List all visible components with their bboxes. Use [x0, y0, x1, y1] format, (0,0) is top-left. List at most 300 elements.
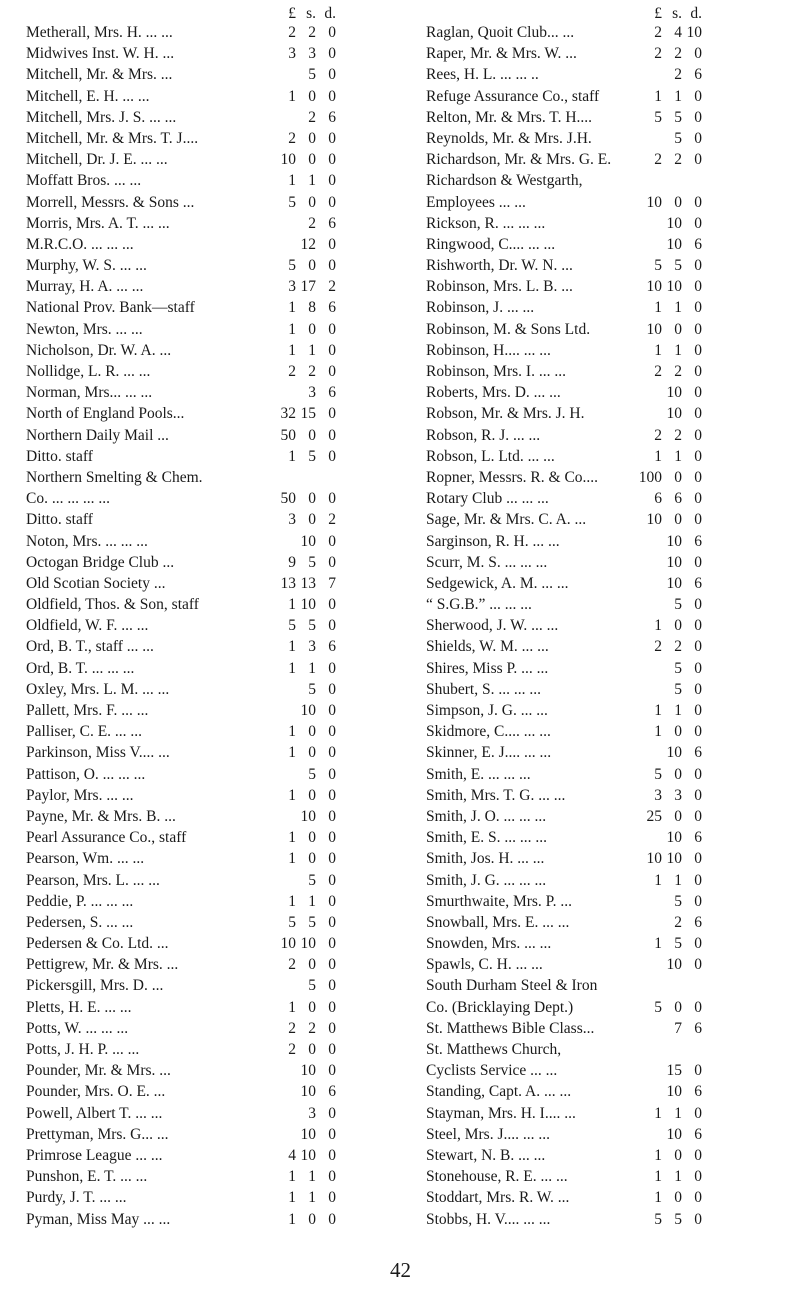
entry-name: Oldfield, W. F. ... ...: [26, 617, 149, 635]
shillings-value: 0: [308, 490, 316, 508]
list-item: [426, 1166, 784, 1187]
shillings-value: 10: [666, 574, 682, 592]
entry-name: Stoddart, Mrs. R. W. ...: [426, 1189, 570, 1207]
list-item: [26, 192, 408, 213]
shillings-value: 2: [308, 24, 316, 41]
shillings-value: 5: [674, 935, 682, 953]
pence-value: 0: [694, 447, 702, 465]
entry-name: Pounder, Mr. & Mrs. ...: [26, 1062, 171, 1080]
pence-value: 0: [328, 532, 336, 550]
entry-name: Sherwood, J. W. ... ...: [426, 617, 559, 635]
pence-value: 0: [328, 447, 336, 465]
list-item: [426, 933, 784, 954]
shillings-value: 10: [666, 1083, 682, 1101]
pence-value: 0: [694, 193, 702, 211]
entry-name: Smith, E. S. ... ... ...: [426, 829, 548, 847]
list-item: [426, 1124, 784, 1145]
pound-header: £: [654, 5, 662, 22]
shillings-value: 10: [666, 235, 682, 253]
shillings-value: 10: [300, 807, 316, 825]
list-item: [426, 1103, 784, 1124]
pence-value: 0: [328, 1125, 336, 1143]
list-item: [26, 742, 408, 763]
list-item: [26, 340, 408, 361]
pence-value: 6: [328, 1083, 336, 1101]
list-item: [26, 1039, 408, 1060]
list-item: [26, 170, 408, 191]
shillings-value: 5: [308, 617, 316, 635]
pence-value: 0: [694, 363, 702, 380]
pence-value: 0: [328, 744, 336, 762]
entry-name: Murray, H. A. ... ...: [26, 278, 144, 296]
list-item: [426, 552, 784, 573]
pence-value: 0: [328, 723, 336, 741]
entry-name: Oxley, Mrs. L. M. ... ...: [26, 680, 170, 698]
entry-name: Mitchell, Dr. J. E. ... ...: [26, 151, 168, 169]
list-item: [26, 467, 408, 488]
entry-name: Robinson, H.... ... ...: [426, 341, 551, 359]
pence-value: 10: [686, 24, 702, 41]
pounds-value: 1: [654, 299, 662, 317]
entry-name: Spawls, C. H. ... ...: [426, 956, 543, 974]
shillings-value: 5: [308, 66, 316, 84]
pounds-value: 2: [654, 363, 662, 380]
pence-value: 0: [328, 1062, 336, 1080]
pence-value: 7: [328, 574, 336, 592]
entry-name: Stewart, N. B. ... ...: [426, 1146, 546, 1164]
pounds-value: 13: [280, 574, 296, 592]
pounds-value: 1: [654, 87, 662, 105]
shillings-value: 5: [308, 765, 316, 783]
shillings-value: 13: [300, 574, 316, 592]
entry-name: Pickersgill, Mrs. D. ...: [26, 977, 164, 995]
pence-value: 6: [328, 299, 336, 317]
entry-name: Smith, Jos. H. ... ...: [426, 850, 545, 868]
list-item: [26, 912, 408, 933]
shillings-value: 0: [308, 829, 316, 847]
entry-name: Robson, L. Ltd. ... ...: [426, 447, 555, 465]
shillings-value: 2: [308, 1019, 316, 1037]
page-number: 42: [390, 1258, 411, 1282]
shillings-value: 0: [308, 87, 316, 105]
entry-name: National Prov. Bank—staff: [26, 299, 195, 317]
shillings-value: 1: [308, 341, 316, 359]
pounds-value: 5: [288, 257, 296, 275]
pence-value: 0: [328, 341, 336, 359]
entry-name: Smith, J. O. ... ... ...: [426, 807, 547, 825]
entry-name: Pedersen, S. ... ...: [26, 913, 134, 931]
pounds-value: 1: [288, 998, 296, 1016]
entry-name: Oldfield, Thos. & Son, staff: [26, 596, 199, 614]
pounds-value: 5: [288, 193, 296, 211]
pence-value: 2: [328, 278, 336, 296]
pence-value: 0: [328, 935, 336, 953]
pence-header: d.: [690, 5, 702, 22]
entry-name: Ord, B. T., staff ... ...: [26, 638, 154, 656]
shillings-value: 1: [308, 659, 316, 677]
pounds-value: 1: [288, 1210, 296, 1228]
pence-value: 0: [328, 659, 336, 677]
list-item: [26, 107, 408, 128]
shillings-value: 5: [674, 1210, 682, 1228]
list-item: [426, 509, 784, 530]
pence-value: 0: [694, 129, 702, 147]
list-item: [26, 1145, 408, 1166]
pence-value: 0: [328, 235, 336, 253]
entry-name: Skidmore, C.... ... ...: [426, 723, 551, 741]
pence-value: 0: [694, 956, 702, 974]
shillings-value: 0: [308, 744, 316, 762]
list-item: [426, 276, 784, 297]
entry-name: Pounder, Mrs. O. E. ...: [26, 1083, 166, 1101]
entry-name: Sage, Mr. & Mrs. C. A. ...: [426, 511, 587, 529]
pence-value: 0: [694, 384, 702, 402]
entry-name: Northern Daily Mail ...: [26, 426, 169, 444]
shillings-value: 0: [674, 1146, 682, 1164]
list-item: [26, 806, 408, 827]
shillings-value: 0: [674, 617, 682, 635]
list-item: [26, 149, 408, 170]
pounds-value: 1: [288, 172, 296, 190]
shillings-value: 1: [674, 702, 682, 719]
shillings-value: 10: [300, 1083, 316, 1101]
shillings-value: 1: [308, 1189, 316, 1207]
entry-name: North of England Pools...: [26, 405, 185, 423]
pence-value: 6: [694, 1083, 702, 1101]
pence-value: 6: [328, 384, 336, 402]
list-item: [426, 255, 784, 276]
entry-name: Payne, Mr. & Mrs. B. ...: [26, 807, 176, 825]
list-item: [26, 1187, 408, 1208]
pence-value: 6: [694, 66, 702, 84]
list-item: [426, 742, 784, 763]
shillings-value: 2: [308, 108, 316, 126]
list-item: [426, 64, 784, 85]
right-column-header: [426, 6, 784, 22]
list-item: [426, 192, 784, 213]
pounds-value: 3: [654, 786, 662, 804]
entry-name: Smith, Mrs. T. G. ... ...: [426, 786, 566, 804]
shillings-value: 6: [674, 490, 682, 508]
list-item: [26, 827, 408, 848]
pence-value: 0: [694, 257, 702, 275]
shillings-value: 5: [674, 596, 682, 614]
list-item: [426, 361, 784, 382]
entry-name: Robinson, Mrs. L. B. ...: [426, 278, 573, 296]
list-item: [426, 467, 784, 488]
shillings-value: 1: [674, 299, 682, 317]
shillings-value: 17: [300, 278, 316, 296]
shillings-value: 1: [308, 892, 316, 910]
pence-value: 0: [328, 24, 336, 41]
shillings-value: 2: [674, 426, 682, 444]
pence-value: 0: [694, 320, 702, 338]
pence-value: 0: [328, 871, 336, 889]
pence-value: 0: [694, 596, 702, 614]
shillings-value: 1: [674, 1168, 682, 1186]
list-item: [426, 107, 784, 128]
entry-name: Smith, J. G. ... ... ...: [426, 871, 547, 889]
entry-name: Ditto. staff: [26, 511, 93, 529]
pounds-value: 1: [288, 892, 296, 910]
list-item: [26, 679, 408, 700]
shillings-value: 0: [308, 786, 316, 804]
shillings-value: 0: [674, 193, 682, 211]
entry-name: Rishworth, Dr. W. N. ...: [426, 257, 573, 275]
entry-name: Ord, B. T. ... ... ...: [26, 659, 135, 677]
pounds-value: 4: [288, 1146, 296, 1164]
list-item: [26, 22, 408, 43]
entry-name: Nollidge, L. R. ... ...: [26, 363, 151, 380]
entry-name: Cyclists Service ... ...: [426, 1062, 558, 1080]
pounds-value: 1: [654, 1168, 662, 1186]
pence-value: 6: [694, 574, 702, 592]
list-item: [26, 1166, 408, 1187]
shillings-value: 5: [308, 447, 316, 465]
list-item: [26, 276, 408, 297]
entry-name: Raper, Mr. & Mrs. W. ...: [426, 45, 577, 63]
pence-value: 6: [328, 214, 336, 232]
pence-value: 0: [694, 87, 702, 105]
pounds-value: 10: [646, 320, 662, 338]
pounds-value: 2: [288, 129, 296, 147]
list-item: [426, 806, 784, 827]
entry-name: St. Matthews Bible Class...: [426, 1019, 595, 1037]
shillings-value: 5: [674, 257, 682, 275]
entry-name: Pearson, Wm. ... ...: [26, 850, 145, 868]
pence-value: 0: [328, 956, 336, 974]
pounds-value: 10: [280, 935, 296, 953]
pounds-value: 1: [288, 320, 296, 338]
shillings-value: 0: [308, 956, 316, 974]
entry-name: Potts, J. H. P. ... ...: [26, 1041, 140, 1058]
shillings-value: 0: [308, 723, 316, 741]
shillings-value: 2: [674, 45, 682, 63]
shillings-value: 10: [666, 1125, 682, 1143]
entry-name: Skinner, E. J.... ... ...: [426, 744, 552, 762]
pence-value: 0: [328, 977, 336, 995]
pence-value: 0: [694, 511, 702, 529]
list-item: [26, 213, 408, 234]
shillings-value: 3: [308, 1104, 316, 1122]
shillings-value: 15: [666, 1062, 682, 1080]
list-item: [26, 1209, 408, 1230]
shillings-value: 1: [308, 172, 316, 190]
shillings-value: 2: [308, 363, 316, 380]
entry-name: Shubert, S. ... ... ...: [426, 680, 541, 698]
entry-name: Raglan, Quoit Club... ...: [426, 24, 575, 41]
pence-value: 0: [328, 1104, 336, 1122]
list-item: [426, 382, 784, 403]
pounds-value: 1: [288, 299, 296, 317]
shillings-value: 10: [300, 1146, 316, 1164]
pence-value: 0: [694, 659, 702, 677]
entry-name: Midwives Inst. W. H. ...: [26, 45, 175, 63]
list-item: [26, 297, 408, 318]
pence-value: 0: [694, 617, 702, 635]
shillings-value: 1: [674, 87, 682, 105]
pence-value: 0: [694, 1189, 702, 1207]
entry-name: Parkinson, Miss V.... ...: [26, 744, 170, 762]
entry-name: Standing, Capt. A. ... ...: [426, 1083, 572, 1101]
pence-value: 6: [694, 235, 702, 253]
entry-name: Co. ... ... ... ...: [26, 490, 110, 508]
pounds-value: 3: [288, 278, 296, 296]
shillings-value: 2: [308, 214, 316, 232]
pounds-value: 2: [654, 24, 662, 41]
shillings-value: 0: [308, 129, 316, 147]
pence-value: 0: [328, 87, 336, 105]
pounds-value: 2: [654, 45, 662, 63]
pence-value: 0: [328, 363, 336, 380]
list-item: [26, 255, 408, 276]
pence-value: 0: [694, 702, 702, 719]
shillings-value: 5: [308, 913, 316, 931]
shillings-value: 0: [674, 765, 682, 783]
pounds-value: 50: [280, 426, 296, 444]
pence-value: 0: [694, 553, 702, 571]
pounds-value: 1: [654, 723, 662, 741]
pounds-value: 1: [288, 596, 296, 614]
shillings-value: 10: [300, 1062, 316, 1080]
entry-name: Co. (Bricklaying Dept.): [426, 998, 574, 1016]
list-item: [26, 891, 408, 912]
list-item: [26, 870, 408, 891]
entry-name: Paylor, Mrs. ... ...: [26, 786, 134, 804]
entry-name: Rotary Club ... ... ...: [426, 490, 549, 508]
entry-name: Octogan Bridge Club ...: [26, 553, 175, 571]
pence-value: 0: [694, 998, 702, 1016]
list-item: [426, 997, 784, 1018]
entry-name: Noton, Mrs. ... ... ...: [26, 532, 148, 550]
shillings-value: 5: [308, 871, 316, 889]
pounds-value: 6: [654, 490, 662, 508]
pounds-value: 10: [280, 151, 296, 169]
pounds-value: 1: [288, 850, 296, 868]
pounds-value: 1: [288, 723, 296, 741]
pounds-value: 9: [288, 553, 296, 571]
list-item: [426, 1145, 784, 1166]
list-item: [426, 170, 784, 191]
entry-name: Snowball, Mrs. E. ... ...: [426, 913, 570, 931]
list-item: [426, 213, 784, 234]
pence-value: 6: [694, 1019, 702, 1037]
shilling-header: s.: [672, 5, 682, 22]
pence-value: 0: [328, 66, 336, 84]
shillings-value: 5: [674, 892, 682, 910]
pence-value: 0: [694, 278, 702, 296]
shillings-value: 0: [308, 151, 316, 169]
pounds-value: 100: [638, 468, 662, 486]
pounds-value: 10: [646, 193, 662, 211]
shillings-value: 15: [300, 405, 316, 423]
pence-value: 0: [694, 871, 702, 889]
pence-value: 0: [328, 1146, 336, 1164]
shillings-value: 10: [666, 405, 682, 423]
shillings-value: 0: [308, 193, 316, 211]
entry-name: South Durham Steel & Iron: [426, 977, 598, 995]
entry-name: Morris, Mrs. A. T. ... ...: [26, 214, 170, 232]
pence-value: 0: [694, 1062, 702, 1080]
list-item: [26, 636, 408, 657]
shillings-value: 7: [674, 1019, 682, 1037]
shillings-value: 10: [300, 596, 316, 614]
pence-value: 0: [328, 850, 336, 868]
pence-value: 0: [694, 892, 702, 910]
shillings-value: 5: [308, 553, 316, 571]
entry-name: Relton, Mr. & Mrs. T. H....: [426, 108, 593, 126]
entry-name: Stayman, Mrs. H. I.... ...: [426, 1104, 576, 1122]
pounds-value: 1: [288, 638, 296, 656]
list-item: [426, 870, 784, 891]
list-item: [26, 1018, 408, 1039]
list-item: [426, 1039, 784, 1060]
list-item: [26, 997, 408, 1018]
shillings-value: 0: [308, 1210, 316, 1228]
pence-value: 0: [694, 1146, 702, 1164]
pence-value: 0: [694, 1104, 702, 1122]
shillings-value: 0: [674, 998, 682, 1016]
shillings-value: 2: [674, 363, 682, 380]
pence-value: 0: [328, 257, 336, 275]
list-item: [26, 361, 408, 382]
pence-value: 0: [328, 172, 336, 190]
shillings-value: 10: [666, 532, 682, 550]
pence-value: 6: [694, 744, 702, 762]
list-item: [26, 1081, 408, 1102]
entry-name: Primrose League ... ...: [26, 1146, 163, 1164]
left-entries: [26, 22, 408, 1230]
pounds-value: 1: [654, 702, 662, 719]
pounds-value: 1: [288, 447, 296, 465]
shillings-value: 5: [308, 680, 316, 698]
pence-value: 0: [328, 786, 336, 804]
entry-name: Steel, Mrs. J.... ... ...: [426, 1125, 550, 1143]
list-item: [426, 679, 784, 700]
list-item: [26, 1060, 408, 1081]
pence-value: 0: [328, 1041, 336, 1058]
pence-value: 0: [694, 807, 702, 825]
entry-name: Simpson, J. G. ... ...: [426, 702, 548, 719]
shillings-value: 0: [308, 257, 316, 275]
list-item: [426, 721, 784, 742]
shillings-value: 2: [674, 66, 682, 84]
entry-name: Pletts, H. E. ... ...: [26, 998, 132, 1016]
pence-value: 0: [328, 829, 336, 847]
entry-name: Purdy, J. T. ... ...: [26, 1189, 127, 1207]
list-item: [426, 86, 784, 107]
list-item: [26, 382, 408, 403]
pounds-value: 5: [288, 913, 296, 931]
shillings-value: 5: [674, 659, 682, 677]
list-item: [26, 488, 408, 509]
list-item: [26, 975, 408, 996]
shillings-value: 10: [666, 829, 682, 847]
pounds-value: 1: [288, 87, 296, 105]
pence-header: d.: [324, 5, 336, 22]
entry-name: Peddie, P. ... ... ...: [26, 892, 134, 910]
pence-value: 0: [694, 786, 702, 804]
list-item: [426, 1060, 784, 1081]
shillings-value: 10: [666, 744, 682, 762]
shillings-value: 4: [674, 24, 682, 41]
pence-value: 0: [328, 1168, 336, 1186]
shillings-value: 5: [674, 108, 682, 126]
list-item: [26, 785, 408, 806]
entry-name: Rees, H. L. ... ... ..: [426, 66, 539, 84]
shillings-value: 1: [674, 447, 682, 465]
entry-name: Mitchell, Mr. & Mrs. ...: [26, 66, 173, 84]
